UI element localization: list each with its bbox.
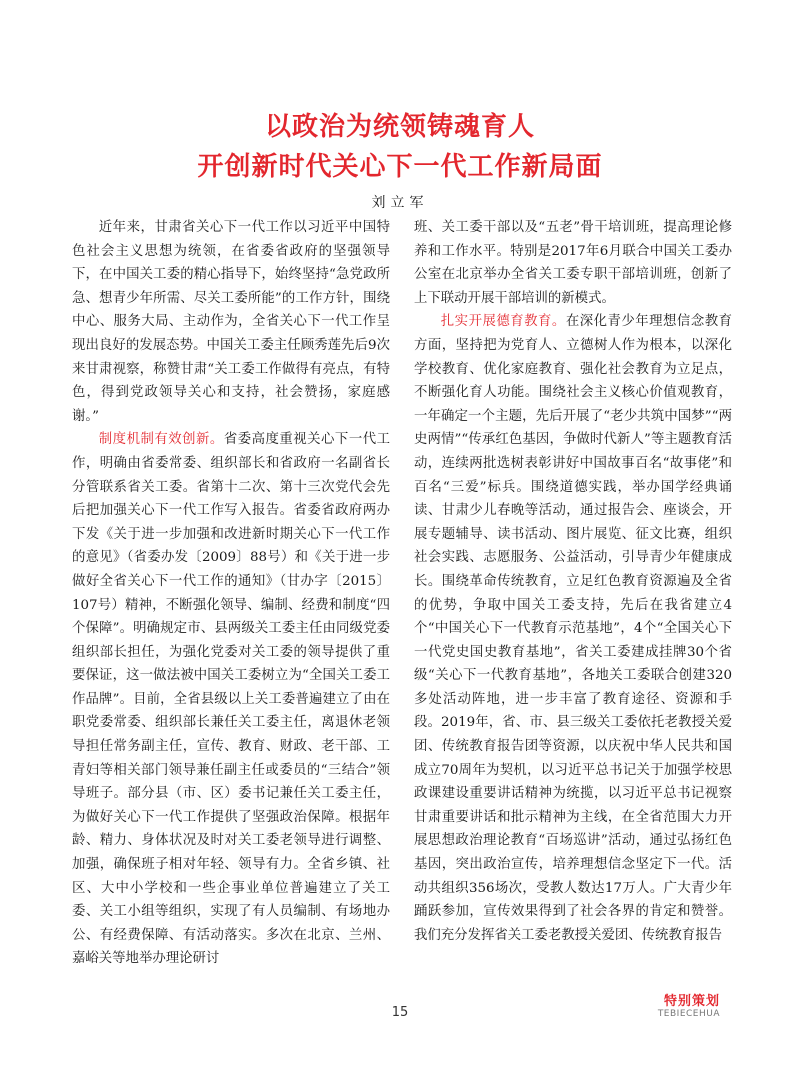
- institution-paragraph: [72, 428, 390, 971]
- article-author: 刘立军: [371, 195, 429, 211]
- section-heading-moral-education: 扎实开展德育教育。: [440, 314, 566, 330]
- article-title-line2: 开创新时代关心下一代工作新局面: [197, 152, 603, 182]
- institution-body: 省委高度重视关心下一代工作，明确由省委常委、组织部长和省政府一名副省长分管联系省关工委。省第十二次、第十三次党代会先后把加强关心下一代工作写入报告。省委省政府两办下发《关于进一步加强和改进新时期关心下一代工作的意见》（省委办发〔2009〕88号）和《关于进一步做好全省关心下一代工作的通知》（甘办字〔2015〕107号）精神，不断强化领导、编制、经费和制度“四个保障”。明确规定市、县两级关工委主任由同级党委组织部长担任，为强化党委对关工委的领导提供了重要保证，这一做法被中国关工委树立为“全国关工委工作品牌”。目前，全省县级以上关工委普遍建立了由在职党委常委、组织部长兼任关工委主任，离退休老领导担任常务副主任，宣传、教育、财政、老干部、工青妇等相关部门领导兼任副主任或委员的“三结合”领导班子。部分县（市、区）委书记兼任关工委主任，为做好关心下一代工作提供了坚强政治保障。根据年龄、精力、身体状况及时对关工委老领导进行调整、加强，确保班子相对年轻、领导有力。全省乡镇、社区、大中小学校和一些企事业单位普遍建立了关工委、关工小组等组织，实现了有人员编制、有场地办公、有经费保障、有活动落实。多次在北京、兰州、嘉峪关等地举办理论研讨: [72, 432, 390, 967]
- section-tag-pinyin: TEBIECEHUA: [657, 1009, 720, 1019]
- intro-paragraph: 近年来，甘肃省关心下一代工作以习近平中国特色社会主义思想为统领，在省委省政府的坚强领导下，在中国关工委的精心指导下，始终坚持“急党政所急、想青少年所需、尽关工委所能”的工作方针，围绕中心、服务大局、主动作为，全省关心下一代工作呈现出良好的发展态势。中国关工委主任顾秀莲先后9次来甘肃视察，称赞甘肃“关工委工作做得有亮点，有特色，得到党政领导关心和支持，社会赞扬，家庭感谢。”: [72, 220, 390, 424]
- right-column: [414, 216, 732, 947]
- moral-education-paragraph: [414, 310, 732, 947]
- left-column: [72, 216, 390, 971]
- section-tag-chinese: 特别策划: [663, 994, 720, 1009]
- moral-education-body: 在深化青少年理想信念教育方面，坚持把为党育人、立德树人作为根本，以深化学校教育、优化家庭教育、强化社会教育为立足点，不断强化育人功能。围绕社会主义核心价值观教育，一年确定一个主题，先后开展了“老少共筑中国梦”“两史两情”“传承红色基因，争做时代新人”等主题教育活动，连续两批选树表彰讲好中国故事百名“故事佬”和百名“三爱”标兵。围绕道德实践，举办国学经典诵读、甘肃少儿春晚等活动，通过报告会、座谈会，开展专题辅导、读书活动、图片展览、征文比赛，组织社会实践、志愿服务、公益活动，引导青少年健康成长。围绕革命传统教育，立足红色教育资源遍及全省的优势，争取中国关工委支持，先后在我省建立4个“中国关心下一代教育示范基地”，4个“全国关心下一代党史国史教育基地”，省关工委建成挂牌30个省级“关心下一代教育基地”，各地关工委联合创建320多处活动阵地，进一步丰富了教育途径、资源和手段。2019年，省、市、县三级关工委依托老教授关爱团、传统教育报告团等资源，以庆祝中华人民共和国成立70周年为契机，以习近平总书记关于加强学校思政课建设重要讲话精神为统揽，以习近平总书记视察甘肃重要讲话和批示精神为主线，在全省范围大力开展思想政治理论教育“百场巡讲”活动，通过弘扬红色基因，突出政治宣传，培养理想信念坚定下一代。活动共组织356场次，受教人数达17万人。广大青少年踊跃参加，宣传效果得到了社会各界的肯定和赞誉。我们充分发挥省关工委老教授关爱团、传统教育报告: [414, 314, 732, 943]
- training-paragraph-continued: 班、关工委干部以及“五老”骨干培训班，提高理论修养和工作水平。特别是2017年6月联合中国关工委办公室在北京举办全省关工委专职干部培训班，创新了上下联动开展干部培训的新模式。: [414, 220, 732, 306]
- section-tag: [658, 990, 720, 1019]
- section-heading-institution: 制度机制有效创新。: [98, 432, 224, 448]
- page-number: 15: [391, 1005, 409, 1020]
- article-title-line1: 以政治为统领铸魂育人: [264, 112, 535, 142]
